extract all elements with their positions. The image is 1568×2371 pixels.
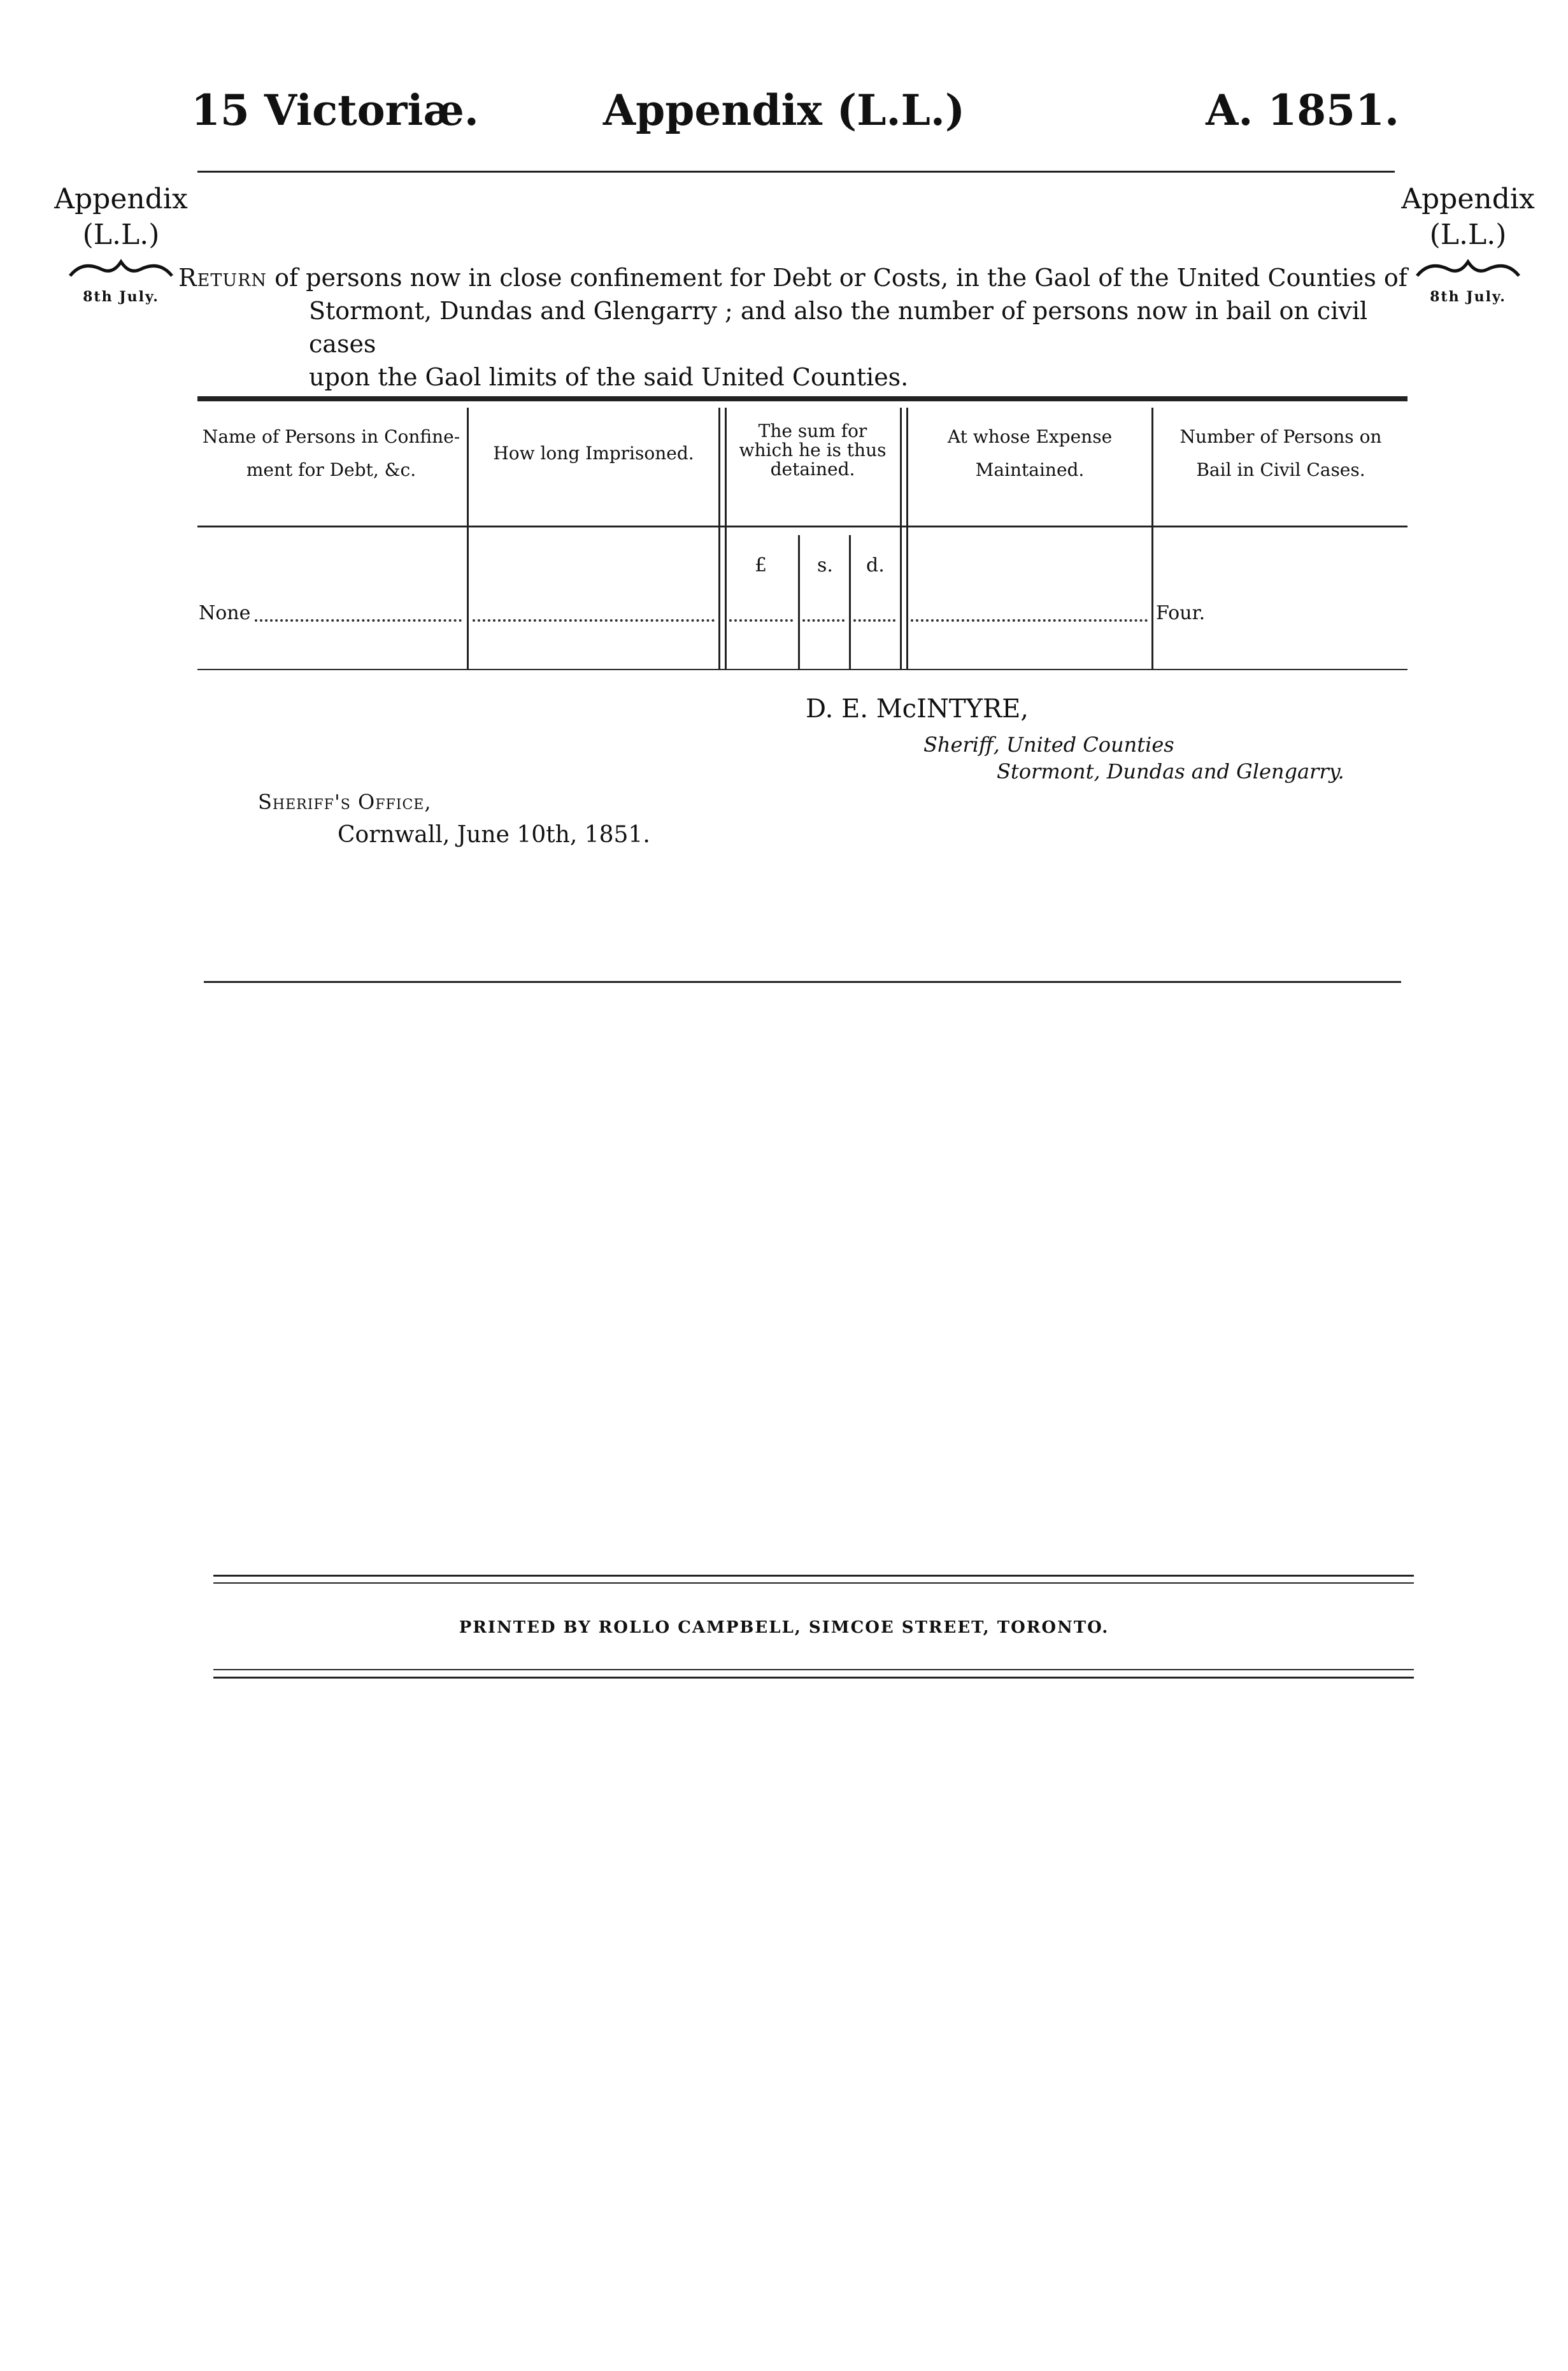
header-imprisoned: How long Imprisoned. bbox=[493, 443, 694, 464]
header-bail bbox=[1154, 420, 1408, 487]
intro-line-3: upon the Gaol limits of the said United Counties. bbox=[309, 363, 909, 391]
currency-divider bbox=[798, 535, 800, 669]
header-bail-line-1: Number of Persons on bbox=[1180, 426, 1382, 447]
footer-rule-bottom bbox=[213, 1677, 1414, 1679]
header-rule bbox=[197, 171, 1395, 173]
margin-note-date: 8th July. bbox=[1430, 289, 1506, 305]
column-divider bbox=[906, 408, 908, 669]
intro-lead-word: Return bbox=[178, 264, 267, 292]
header-expense bbox=[909, 420, 1150, 487]
margin-note-title: Appendix bbox=[1401, 183, 1535, 215]
margin-note-date: 8th July. bbox=[83, 289, 159, 305]
column-divider bbox=[467, 408, 469, 669]
margin-note-right bbox=[1392, 182, 1544, 305]
dot-leader bbox=[473, 619, 715, 622]
dot-leader bbox=[255, 619, 462, 622]
currency-pounds: £ bbox=[755, 554, 767, 577]
footer-rule-bottom-inner bbox=[213, 1669, 1414, 1670]
margin-note-title: Appendix bbox=[54, 183, 188, 215]
header-sum-line-1: The sum for bbox=[758, 420, 867, 441]
brace-flourish-icon bbox=[67, 257, 175, 280]
intro-line-1 bbox=[178, 261, 1414, 294]
currency-pence: d. bbox=[866, 554, 885, 577]
footer-rule-top-inner bbox=[213, 1582, 1414, 1584]
table-header-rule bbox=[197, 526, 1408, 527]
header-sum-line-2: which he is thus bbox=[739, 440, 887, 461]
row-name: None bbox=[199, 602, 251, 624]
printer-imprint: PRINTED BY ROLLO CAMPBELL, SIMCOE STREET, TORONTO. bbox=[459, 1618, 1109, 1637]
intro-paragraph bbox=[178, 261, 1414, 394]
signature-title-line-1: Sheriff, United Counties bbox=[923, 733, 1174, 757]
dot-leader bbox=[853, 619, 895, 622]
currency-divider bbox=[849, 535, 851, 669]
currency-shillings: s. bbox=[817, 554, 833, 577]
header-name-line-2: ment for Debt, &c. bbox=[246, 459, 417, 480]
intro-line-1-text: of persons now in close confinement for Debt or Costs, in the Gaol of the United Counties of bbox=[274, 264, 1408, 292]
header-center: Appendix (L.L.) bbox=[602, 85, 966, 135]
signature-name: D. E. McINTYRE, bbox=[806, 694, 1029, 724]
header-right: A. 1851. bbox=[1206, 85, 1399, 135]
office-place-date: Cornwall, June 10th, 1851. bbox=[338, 822, 650, 848]
header-left: 15 Victoriæ. bbox=[191, 85, 479, 135]
header-sum bbox=[726, 422, 899, 479]
header-expense-line-2: Maintained. bbox=[975, 459, 1085, 480]
dot-leader bbox=[729, 619, 793, 622]
table-top-rule bbox=[197, 396, 1408, 401]
header-expense-line-1: At whose Expense bbox=[947, 426, 1113, 447]
header-bail-line-2: Bail in Civil Cases. bbox=[1196, 459, 1365, 480]
header-name bbox=[197, 420, 465, 487]
row-bail: Four. bbox=[1156, 602, 1206, 624]
margin-note-left bbox=[45, 182, 197, 305]
closing-rule bbox=[204, 981, 1401, 983]
dot-leader bbox=[802, 619, 845, 622]
margin-note-ref: (L.L.) bbox=[82, 218, 160, 251]
column-divider bbox=[718, 408, 720, 669]
dot-leader bbox=[911, 619, 1148, 622]
footer-rule-top bbox=[213, 1575, 1414, 1577]
header-name-line-1: Name of Persons in Confine- bbox=[202, 426, 460, 447]
intro-line-2: Stormont, Dundas and Glengarry ; and also the number of persons now in bail on civil cases bbox=[309, 297, 1368, 358]
brace-flourish-icon bbox=[1414, 257, 1522, 280]
column-divider bbox=[900, 408, 902, 669]
column-divider bbox=[1151, 408, 1153, 669]
margin-note-ref: (L.L.) bbox=[1429, 218, 1507, 251]
header-sum-line-3: detained. bbox=[770, 459, 855, 480]
table-bottom-rule bbox=[197, 669, 1408, 670]
signature-title-line-2: Stormont, Dundas and Glengarry. bbox=[997, 759, 1344, 784]
office-label: Sheriff's Office, bbox=[258, 790, 432, 814]
